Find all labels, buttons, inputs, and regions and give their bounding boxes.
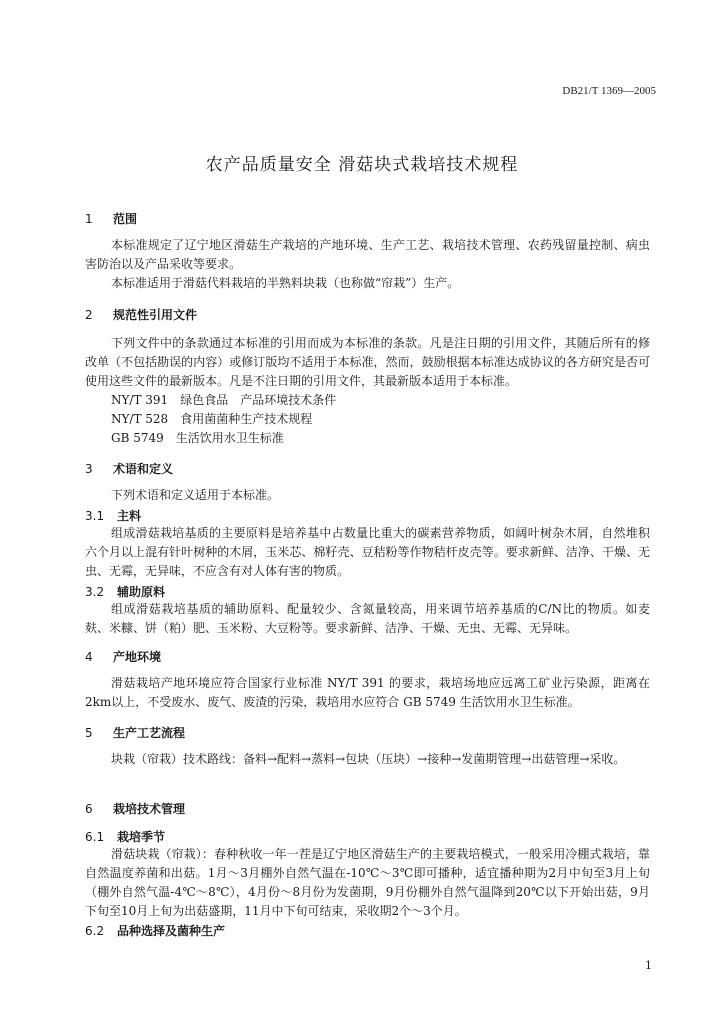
section-number: 6 bbox=[85, 802, 93, 816]
section-title: 生产工艺流程 bbox=[113, 726, 186, 740]
paragraph: 本标准规定了辽宁地区滑菇生产栽培的产地环境、生产工艺、栽培技术管理、农药残留量控制、病虫害防治以及产品采收等要求。 bbox=[85, 238, 650, 271]
section-4-heading bbox=[85, 648, 161, 665]
section-1-heading bbox=[85, 210, 137, 227]
section-2-body bbox=[85, 334, 650, 448]
paragraph: 下列文件中的条款通过本标准的引用而成为本标准的条款。凡是注日期的引用文件，其随后所有的修改单（不包括勘误的内容）或修订版均不适用于本标准，然而，鼓励根据本标准达成协议的各方研究是否可使用这些文件的最新版本。凡是不注日期的引用文件，其最新版本适用于本标准。 bbox=[85, 336, 650, 388]
section-5-heading bbox=[85, 724, 185, 741]
paragraph: 下列术语和定义适用于本标准。 bbox=[111, 488, 280, 502]
paragraph: 本标准适用于滑菇代料栽培的半熟料块栽（也称做“帘栽”）生产。 bbox=[111, 276, 460, 290]
section-number: 1 bbox=[85, 212, 93, 226]
section-3-heading bbox=[85, 460, 173, 477]
section-6-2-heading bbox=[85, 922, 225, 939]
paragraph: 滑菇栽培产地环境应符合国家行业标准 NY/T 391 的要求，栽培场地应远离工矿业污染源，距离在2km以上，不受废水、废气、废渣的污染，栽培用水应符合 GB 5749 生活饮用水卫生标准。 bbox=[85, 676, 650, 709]
document-title: 农产品质量安全 滑菇块式栽培技术规程 bbox=[205, 155, 519, 175]
section-3-body bbox=[85, 486, 650, 505]
paragraph: 滑菇块栽（帘栽）：春种秋收一年一茬是辽宁地区滑菇生产的主要栽培模式，一般采用冷棚式栽培，靠自然温度养菌和出菇。1月～3月棚外自然气温在-10℃～3℃即可播种，适宜播种期为2月中旬至3月上旬（棚外自然气温-4℃～8℃），4月份～8月份为发菌期，9月份棚外自然气温降到20℃以下开始出菇，9月下旬至10月上旬为出菇盛期，11月中下旬可结束，采收期2个～3个月。 bbox=[85, 847, 650, 918]
section-6-1-body bbox=[85, 845, 650, 921]
section-number: 4 bbox=[85, 650, 93, 664]
section-title: 辅助原料 bbox=[117, 585, 166, 599]
section-3-2-heading bbox=[85, 583, 165, 600]
section-3-1-heading bbox=[85, 507, 141, 524]
section-title: 规范性引用文件 bbox=[113, 308, 198, 322]
section-2-heading bbox=[85, 306, 197, 323]
section-number: 5 bbox=[85, 726, 93, 740]
standard-code: DB21/T 1369—2005 bbox=[562, 85, 656, 97]
section-5-body bbox=[85, 750, 650, 769]
section-title: 术语和定义 bbox=[113, 462, 174, 476]
page-number: 1 bbox=[645, 959, 652, 972]
paragraph: 块栽（帘栽）技术路线：备料→配料→蒸料→包块（压块）→接种→发菌期管理→出菇管理→采收。 bbox=[111, 752, 626, 766]
section-title: 栽培技术管理 bbox=[113, 802, 186, 816]
reference-item: GB 5749 生活饮用水卫生标准 bbox=[111, 431, 284, 445]
section-1-body bbox=[85, 236, 650, 293]
section-title: 品种选择及菌种生产 bbox=[117, 924, 226, 938]
section-4-body bbox=[85, 674, 650, 712]
paragraph: 组成滑菇栽培基质的辅助原料、配量较少、含氮量较高，用来调节培养基质的C/N比的物质。如麦麸、米糠、饼（粕）肥、玉米粉、大豆粉等。要求新鲜、洁净、干燥、无虫、无霉、无异味。 bbox=[85, 602, 650, 635]
section-6-heading bbox=[85, 800, 185, 817]
reference-item: NY/T 528 食用菌菌种生产技术规程 bbox=[111, 412, 313, 426]
section-number: 2 bbox=[85, 308, 93, 322]
section-title: 主料 bbox=[117, 509, 142, 523]
section-title: 栽培季节 bbox=[117, 830, 166, 844]
section-number: 3 bbox=[85, 462, 93, 476]
section-number: 3.2 bbox=[85, 585, 105, 599]
section-number: 6.2 bbox=[85, 924, 105, 938]
section-number: 6.1 bbox=[85, 830, 105, 844]
section-3-1-body bbox=[85, 524, 650, 581]
reference-item: NY/T 391 绿色食品 产品环境技术条件 bbox=[111, 393, 337, 407]
section-title: 范围 bbox=[113, 212, 138, 226]
section-6-1-heading bbox=[85, 828, 165, 845]
paragraph: 组成滑菇栽培基质的主要原料是培养基中占数量比重大的碳素营养物质，如阔叶树杂木屑，自然堆积六个月以上混有针叶树种的木屑，玉米芯、棉籽壳、豆秸粉等作物秸杆皮壳等。要求新鲜、洁净、干燥、无虫、无霉，无异味，不应含有对人体有害的物质。 bbox=[85, 526, 650, 578]
section-3-2-body bbox=[85, 600, 650, 638]
section-number: 3.1 bbox=[85, 509, 105, 523]
section-title: 产地环境 bbox=[113, 650, 162, 664]
